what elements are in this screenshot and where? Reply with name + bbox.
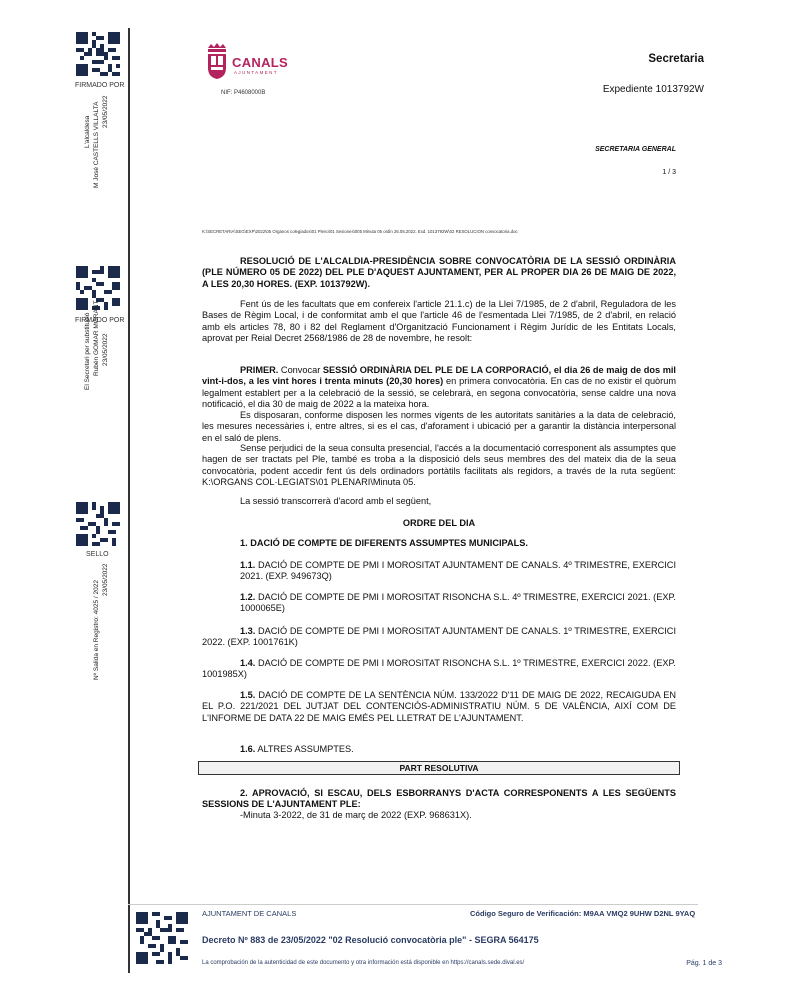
logo-text: CANALS bbox=[232, 55, 288, 70]
logo-subtext: AJUNTAMENT bbox=[234, 70, 278, 75]
decree-reference: Decreto Nº 883 de 23/05/2022 "02 Resolució convocatòria ple" - SEGRA 564175 bbox=[202, 935, 539, 945]
signer-1-name: M José CASTELLS VILLALTA bbox=[93, 101, 100, 188]
footer-organization: AJUNTAMENT DE CANALS bbox=[202, 909, 297, 918]
sanitary-measures-paragraph: Es disposaran, conforme disposen les normes vigents de les autoritats sanitàries a la data de celebració, les mesures necessàries i, entre altres, si es el cas, d'aforament i ubicació per a garantir la distància interpersonal en el saló de plens. bbox=[202, 410, 676, 443]
resolutive-part-header: PART RESOLUTIVA bbox=[198, 761, 680, 775]
file-path: K:\SECRETARIA\SEG\EXP\2022\05 Organos colegiados\01 Pleno\01 Sesiones\005 Minuta 05 ordin 26.05.2022. Exd. 1013792W\02 RESOLUCION convocatoria.doc bbox=[202, 229, 518, 234]
agenda-item-1-4: 1.4. DACIÓ DE COMPTE DE PMI I MOROSITAT RISONCHA S.L. 1º TRIMESTRE, EXERCICI 2022. (EXP. 1001985X) bbox=[202, 658, 676, 680]
signed-by-label-2: FIRMADO POR bbox=[75, 317, 125, 324]
qr-code-verification bbox=[136, 912, 188, 964]
authenticity-note: La comprobación de la autenticidad de este documento y otra información está disponible en https://canals.sede.dival.es/ bbox=[202, 960, 525, 966]
signer-2-name: Rubén GOMAR MORANT bbox=[93, 300, 100, 376]
signer-1-date: 23/05/2022 bbox=[102, 95, 109, 128]
agenda-item-2-minute: -Minuta 3-2022, de 31 de març de 2022 (EXP. 968631X). bbox=[240, 810, 472, 820]
intro-paragraph: Fent ús de les facultats que em confereix l'article 21.1.c) de la Llei 7/1985, de 2 d'abril, Reguladora de les Bases de Règim Local, i de conformitat amb el que l'article 46 de l'esmentada Llei 7/1985, de 2 d'abril, en relació amb els articles 78, 80 i 82 del Reglament d'Organització Funcionament i Règim Jurídic de les Entitats Locals, aprovat per Reial Decret 2568/1986 de 28 de novembre, he resolt: bbox=[202, 299, 676, 343]
agenda-item-1-2: 1.2. DACIÓ DE COMPTE DE PMI I MOROSITAT RISONCHA S.L. 4º TRIMESTRE, EXERCICI 2021. (EXP. 1000065E) bbox=[240, 592, 676, 614]
canals-coat-of-arms-logo bbox=[205, 42, 229, 80]
signer-2-role: El Secretari per substitució bbox=[84, 312, 91, 390]
agenda-item-1-5: 1.5. DACIÓ DE COMPTE DE LA SENTÈNCIA NÚM. 133/2022 D'11 DE MAIG DE 2022, RECAIGUDA EN EL P.O. 221/2021 DEL JUTJAT DEL CONTENCIÓS-ADMINISTRATIU NÚM. 5 DE VALÈNCIA, AIXÍ COM DE L'INFORME DE DATA 22 DE MAIG EMÉS PEL LLETRAT DE L'AJUNTAMENT. bbox=[202, 690, 676, 723]
nif: NIF: P4608000B bbox=[221, 90, 266, 96]
signer-1-role: L'alcaldesa bbox=[84, 115, 91, 148]
section-name: SECRETARIA GENERAL bbox=[595, 146, 676, 153]
agenda-item-1-6: 1.6. ALTRES ASSUMPTES. bbox=[240, 744, 354, 754]
page-indicator: 1 / 3 bbox=[662, 169, 676, 176]
signer-2-date: 23/05/2022 bbox=[102, 333, 109, 366]
sidebar-divider bbox=[128, 28, 130, 973]
resolution-title: RESOLUCIÓ DE L'ALCALDIA-PRESIDÈNCIA SOBRE CONVOCATÒRIA DE LA SESSIÓ ORDINÀRIA (PLE NÚMERO 05 DE 2022) DEL PLE D'AQUEST AJUNTAMENT, PER AL PROPER DIA 26 DE MAIG DE 2022, A LES 20,30 HORES. (EXP. 1013792W). bbox=[202, 256, 676, 289]
agenda-intro: La sessió transcorrerà d'acord amb el següent, bbox=[240, 496, 432, 506]
registry-date: 23/05/2022 bbox=[102, 563, 109, 596]
verification-code: Código Seguro de Verificación: M9AA VMQ2 9UHW D2NL 9YAQ bbox=[470, 909, 696, 918]
footer-divider bbox=[128, 904, 698, 905]
registry-number: Nº Salida en Registro: 4025 / 2022 bbox=[93, 580, 100, 680]
agenda-title: ORDRE DEL DIA bbox=[402, 518, 476, 528]
department-title: Secretaria bbox=[648, 53, 704, 65]
agenda-item-2: 2. APROVACIÓ, SI ESCAU, DELS ESBORRANYS D'ACTA CORRESPONENTS A LES SEGÜENTS SESSIONS DE L'AJUNTAMENT PLE: bbox=[202, 788, 676, 810]
primer-paragraph: PRIMER. Convocar SESSIÓ ORDINÀRIA DEL PLE DE LA CORPORACIÓ, el dia 26 de maig de dos mil vint-i-dos, a les vint hores i trenta minuts (20,30 hores) en primera convocatòria. En cas de no existir el quòrum legalment establert per a la celebració de la sessió, se celebrarà, en segona convocatòria, sense caldre una nova notificació, el dia 30 de maig de 2022 a la mateixa hora. bbox=[202, 365, 676, 409]
signed-by-label-1: FIRMADO POR bbox=[75, 82, 125, 89]
qr-code-seal bbox=[76, 502, 120, 546]
agenda-item-1-1: 1.1. DACIÓ DE COMPTE DE PMI I MOROSITAT AJUNTAMENT DE CANALS. 4º TRIMESTRE, EXERCICI 2021. (EXP. 949673Q) bbox=[240, 560, 676, 582]
seal-label: SELLO bbox=[86, 551, 109, 558]
agenda-item-1-3: 1.3. DACIÓ DE COMPTE DE PMI I MOROSITAT AJUNTAMENT DE CANALS. 1º TRIMESTRE, EXERCICI 2022. (EXP. 1001761K) bbox=[202, 626, 676, 648]
expedient-number: Expediente 1013792W bbox=[602, 84, 704, 95]
document-access-paragraph: Sense perjudici de la seua consulta presencial, l'accés a la documentació corresponent als assumptes que hagen de ser tractats pel Ple, també es troba a la disposició dels seus membres des del mateix dia de la seua convocatòria, podent accedir fent ús dels ordinadors portàtils facilitats als regidors, a través de la ruta següent: K:\ORGANS COL·LEGIATS\01 PLENARI\Minuta 05. bbox=[202, 443, 676, 487]
qr-code-signature-1 bbox=[76, 32, 120, 76]
agenda-item-1: 1. DACIÓ DE COMPTE DE DIFERENTS ASSUMPTES MUNICIPALS. bbox=[240, 538, 528, 548]
footer-page-number: Pág. 1 de 3 bbox=[686, 960, 722, 967]
